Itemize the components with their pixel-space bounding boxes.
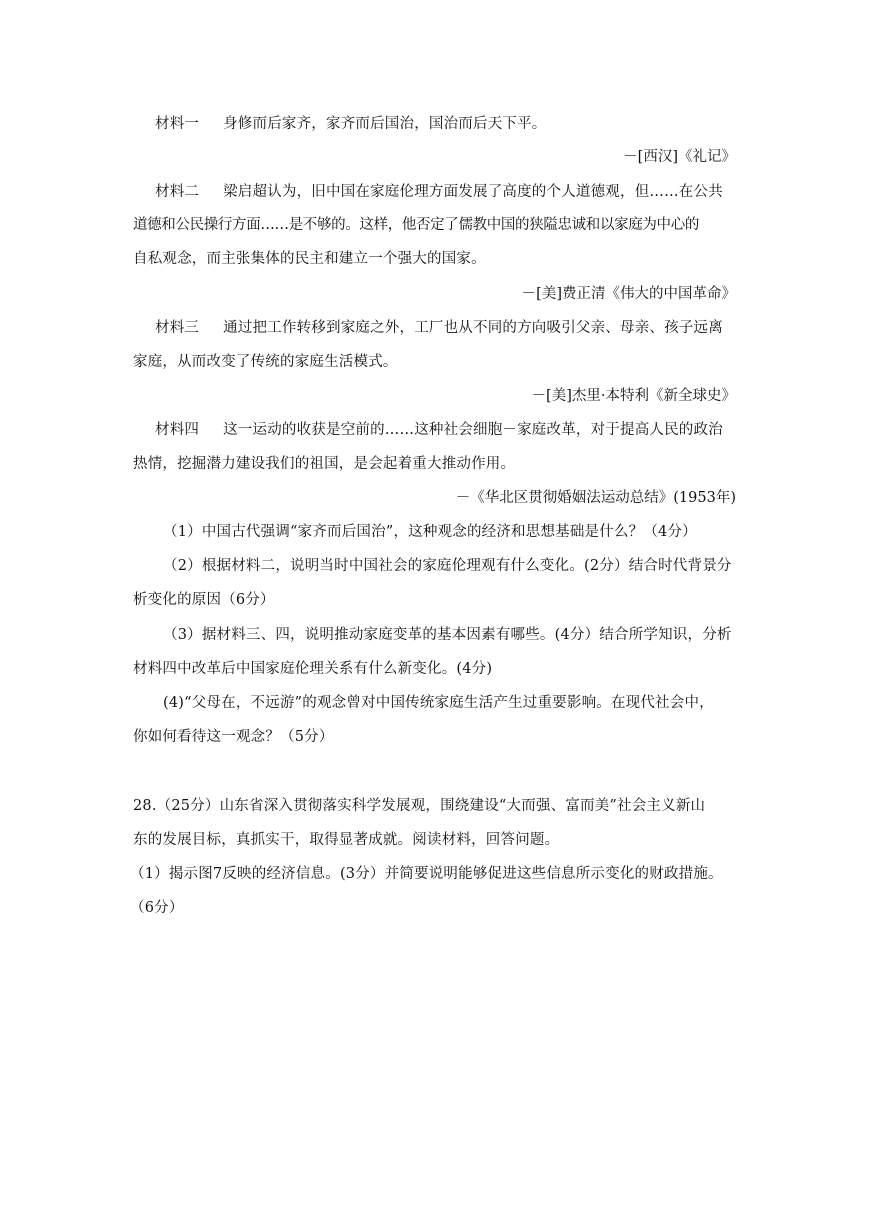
question-28-sub-1-line-1: （1）揭示图7反映的经济信息。(3分）并简要说明能够促进这些信息所示变化的财政措施。 — [130, 866, 723, 882]
material-4-label: 材料四 — [155, 422, 200, 438]
material-4-source: －《华北区贯彻婚姻法运动总结》(1953年) — [455, 490, 736, 506]
material-3-line-1 — [155, 318, 723, 338]
question-28-line-1: 28.（25分）山东省深入贯彻落实科学发展观，围绕建设“大而强、富而美”社会主义新山 — [133, 798, 706, 814]
question-3-line-2: 材料四中改革后中国家庭伦理关系有什么新变化。(4分) — [133, 661, 493, 677]
material-4-line-2: 热情，挖掘潜力建设我们的祖国，是会起着重大推动作用。 — [133, 456, 516, 472]
material-1-text: 身修而后家齐，家齐而后国治，国治而后天下平。 — [223, 116, 547, 132]
question-1: （1）中国古代强调“家齐而后国治”，这种观念的经济和思想基础是什么？（4分） — [163, 524, 697, 540]
material-2-source: －[美]费正清《伟大的中国革命》 — [521, 286, 736, 302]
material-3-line-2: 家庭，从而改变了传统的家庭生活模式。 — [133, 354, 398, 370]
material-2-line-2: 道德和公民操行方面……是不够的。这样，他否定了儒教中国的狭隘忠诚和以家庭为中心的 — [133, 217, 699, 233]
question-2-line-1: （2）根据材料二，说明当时中国社会的家庭伦理观有什么变化。(2分）结合时代背景分 — [163, 558, 732, 574]
question-28-line-2: 东的发展目标，真抓实干，取得显著成就。阅读材料，回答问题。 — [133, 832, 560, 848]
material-1-label: 材料一 — [155, 116, 200, 132]
material-3-source: －[美]杰里·本特利《新全球史》 — [531, 388, 736, 404]
material-4-line-1 — [155, 420, 723, 440]
question-4-line-1: (4)“父母在，不远游”的观念曾对中国传统家庭生活产生过重要影响。在现代社会中， — [163, 695, 714, 711]
material-2-line-1 — [155, 182, 723, 202]
question-28-sub-1-line-2: （6分） — [130, 900, 184, 916]
material-3-text-1: 通过把工作转移到家庭之外，工厂也从不同的方向吸引父亲、母亲、孩子远离 — [223, 320, 723, 336]
material-1-source: －[西汉]《礼记》 — [623, 149, 736, 165]
material-4-text-1: 这一运动的收获是空前的……这种社会细胞－家庭改革，对于提高人民的政治 — [223, 422, 723, 438]
material-1-line-1 — [155, 114, 547, 134]
question-3-line-1: （3）据材料三、四，说明推动家庭变革的基本因素有哪些。(4分）结合所学知识，分析 — [163, 627, 732, 643]
material-2-label: 材料二 — [155, 184, 200, 200]
material-3-label: 材料三 — [155, 320, 200, 336]
question-2-line-2: 析变化的原因（6分） — [133, 592, 275, 608]
material-2-line-3: 自私观念，而主张集体的民主和建立一个强大的国家。 — [133, 251, 486, 267]
material-2-text-1: 梁启超认为，旧中国在家庭伦理方面发展了高度的个人道德观，但……在公共 — [223, 184, 723, 200]
question-4-line-2: 你如何看待这一观念？（5分） — [133, 729, 334, 745]
